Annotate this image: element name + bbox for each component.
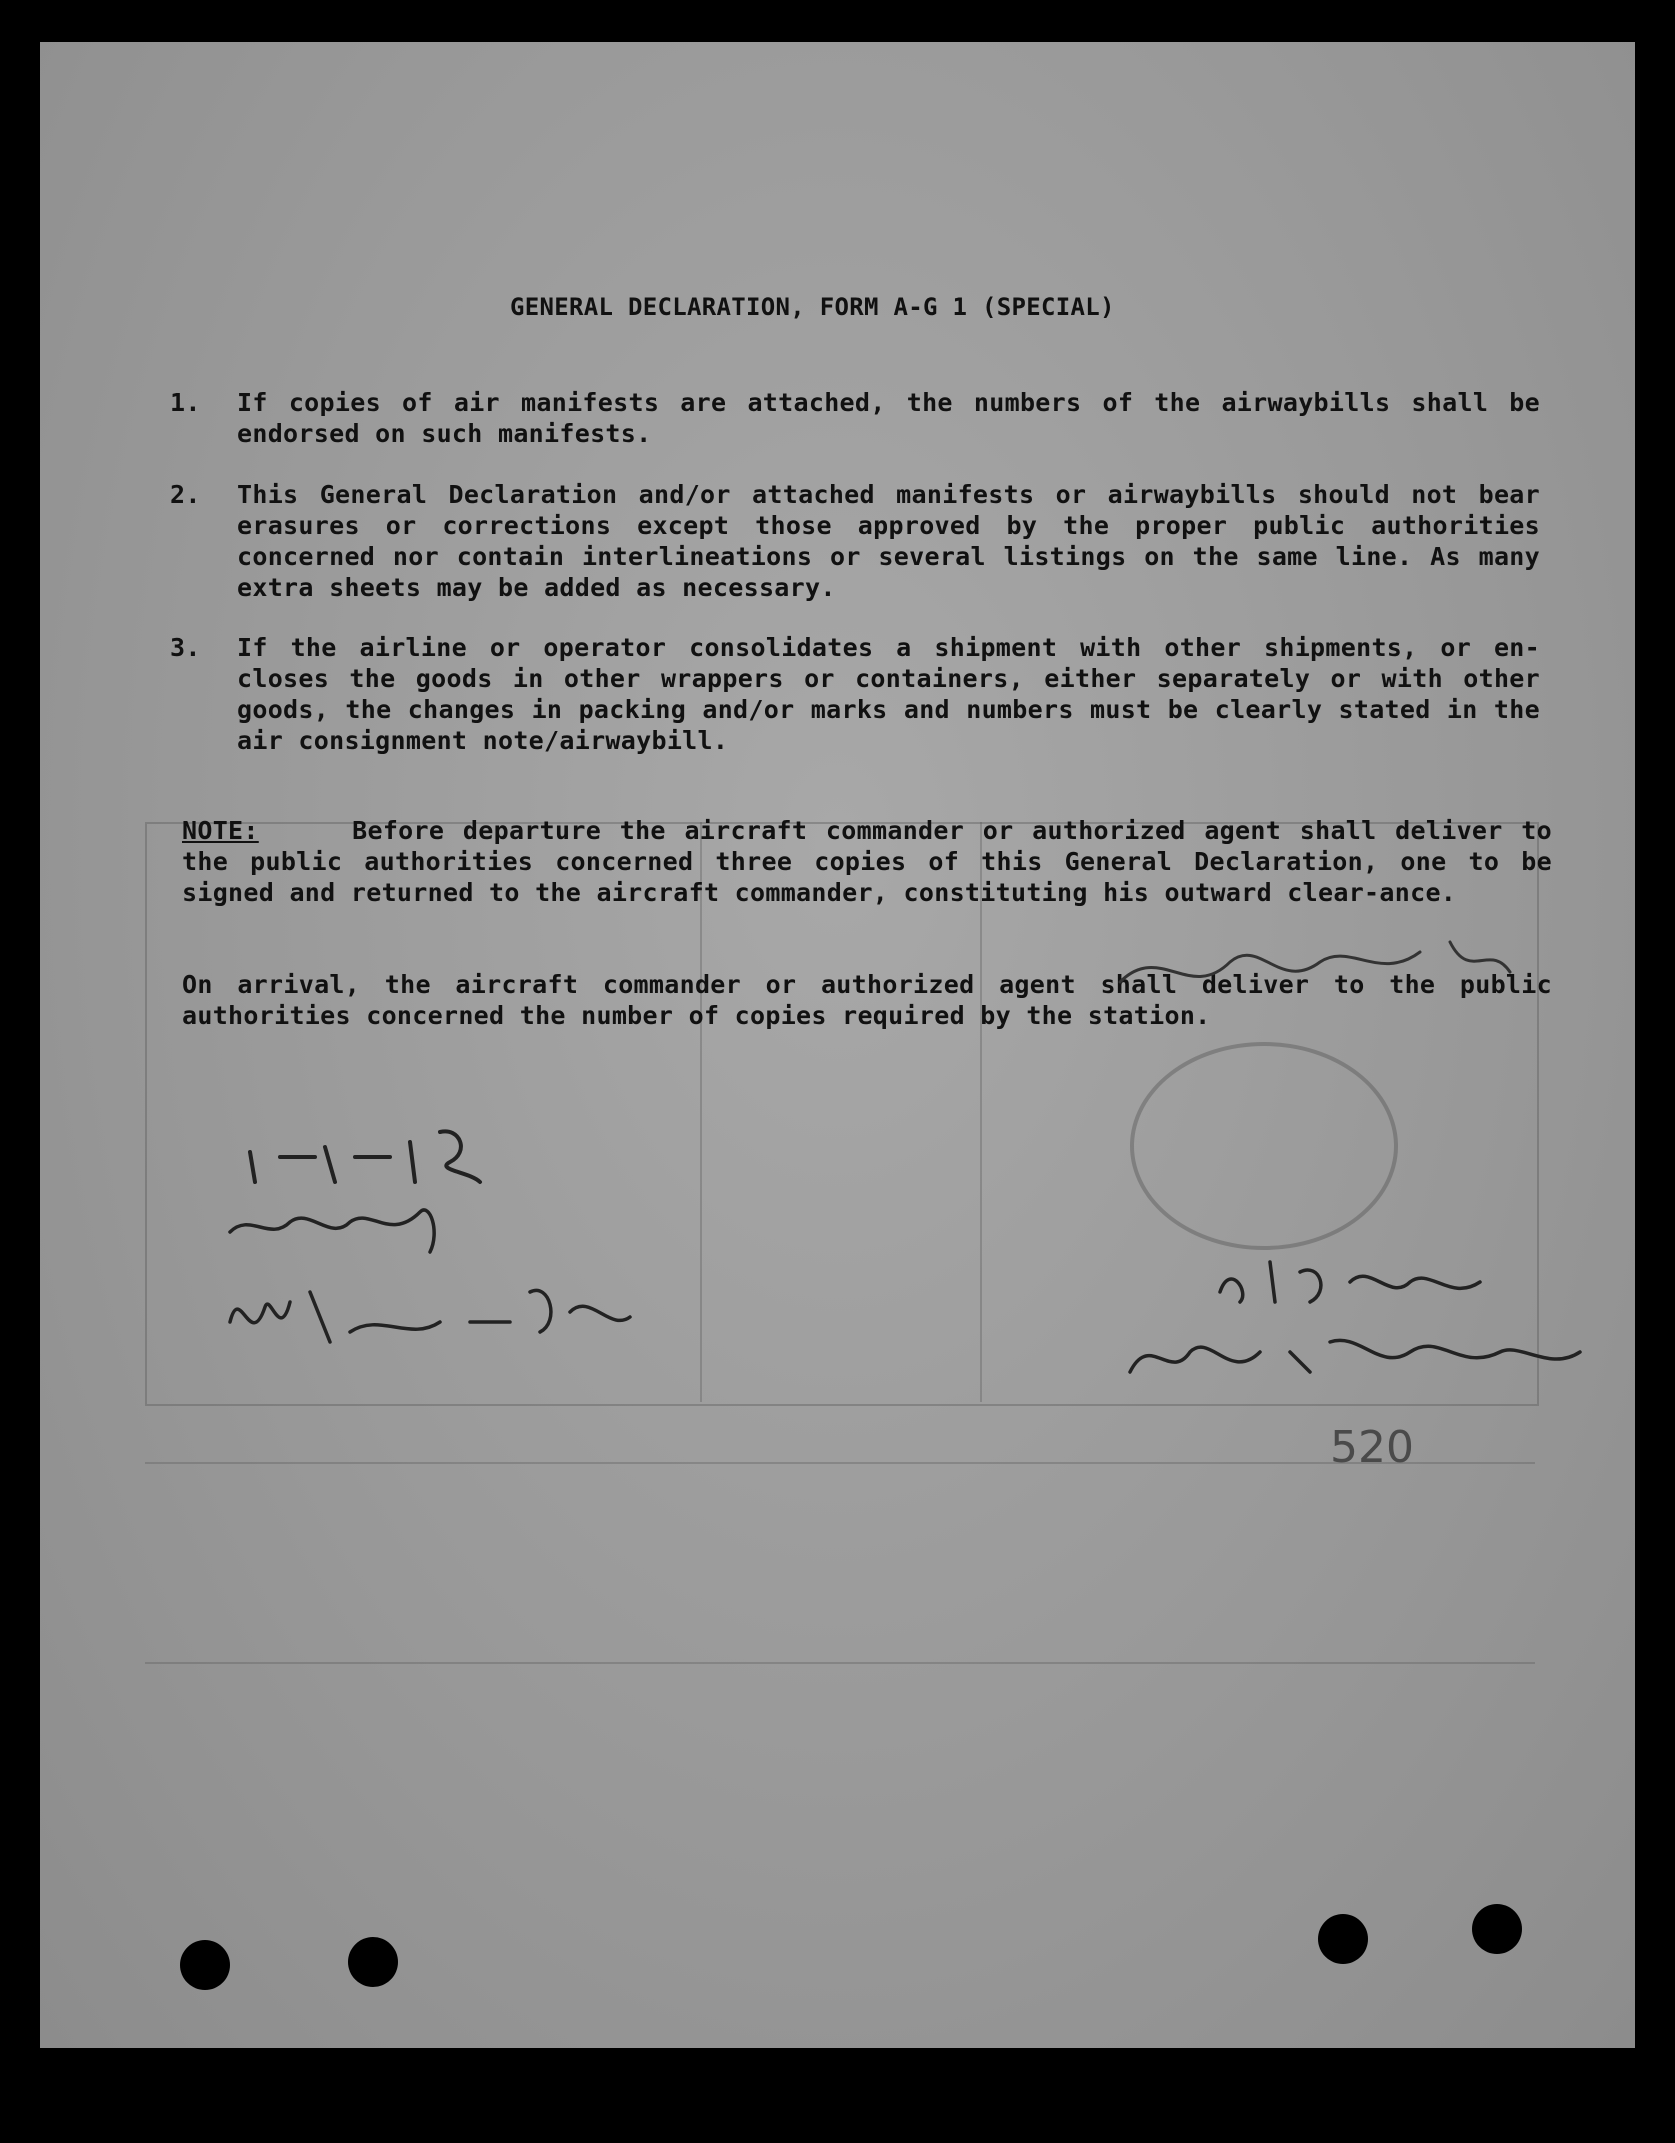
document-page xyxy=(40,42,1635,2048)
note-paragraph xyxy=(182,815,1568,908)
punch-hole xyxy=(180,1940,230,1990)
bleed-through-stamp xyxy=(1130,1042,1398,1250)
bleed-through-number: 520 xyxy=(1330,1422,1414,1473)
note-text: Before departure the aircraft commander or authorized agent shall deliver to the public authorities concerned three copies of this General Declaration, one to be signed and returned to the aircraft commander, constituting his outward clear-ance. xyxy=(182,816,1568,907)
item-text: If the airline or operator consolidates a shipment with other shipments, or en-closes the goods in other wrappers or containers, either separately or with other goods, the changes in packing and/or marks and numbers must be clearly stated in the air consignment note/airwaybill. xyxy=(237,633,1556,755)
item-number: 3. xyxy=(170,633,201,662)
handwritten-scribble xyxy=(1100,922,1520,1012)
handwritten-notation xyxy=(210,1092,660,1392)
bleed-through-divider xyxy=(980,822,982,1402)
item-text: If copies of air manifests are attached, the numbers of the airwaybills shall be endorsed on such manifests. xyxy=(237,388,1556,448)
bleed-through-divider xyxy=(145,1462,1535,1464)
bleed-through-divider xyxy=(700,822,702,1402)
item-number: 2. xyxy=(170,480,201,509)
bleed-through-divider xyxy=(145,1662,1535,1664)
item-number: 1. xyxy=(170,388,201,417)
item-text: This General Declaration and/or attached manifests or airwaybills should not bear erasures or corrections except those approved by the proper public authorities concerned nor contain interlineations or several listings on the same line. As many extra sheets may be added as necessary. xyxy=(237,480,1556,602)
punch-hole xyxy=(1472,1904,1522,1954)
note-label: NOTE: xyxy=(182,816,259,845)
handwritten-signature xyxy=(1120,1222,1590,1402)
arrival-paragraph: On arrival, the aircraft commander or authorized agent shall deliver to the public authorities concerned the number of copies required by the station. xyxy=(182,970,1568,1030)
punch-hole xyxy=(1318,1914,1368,1964)
page-title: GENERAL DECLARATION, FORM A-G 1 (SPECIAL) xyxy=(510,293,1115,321)
punch-hole xyxy=(348,1937,398,1987)
